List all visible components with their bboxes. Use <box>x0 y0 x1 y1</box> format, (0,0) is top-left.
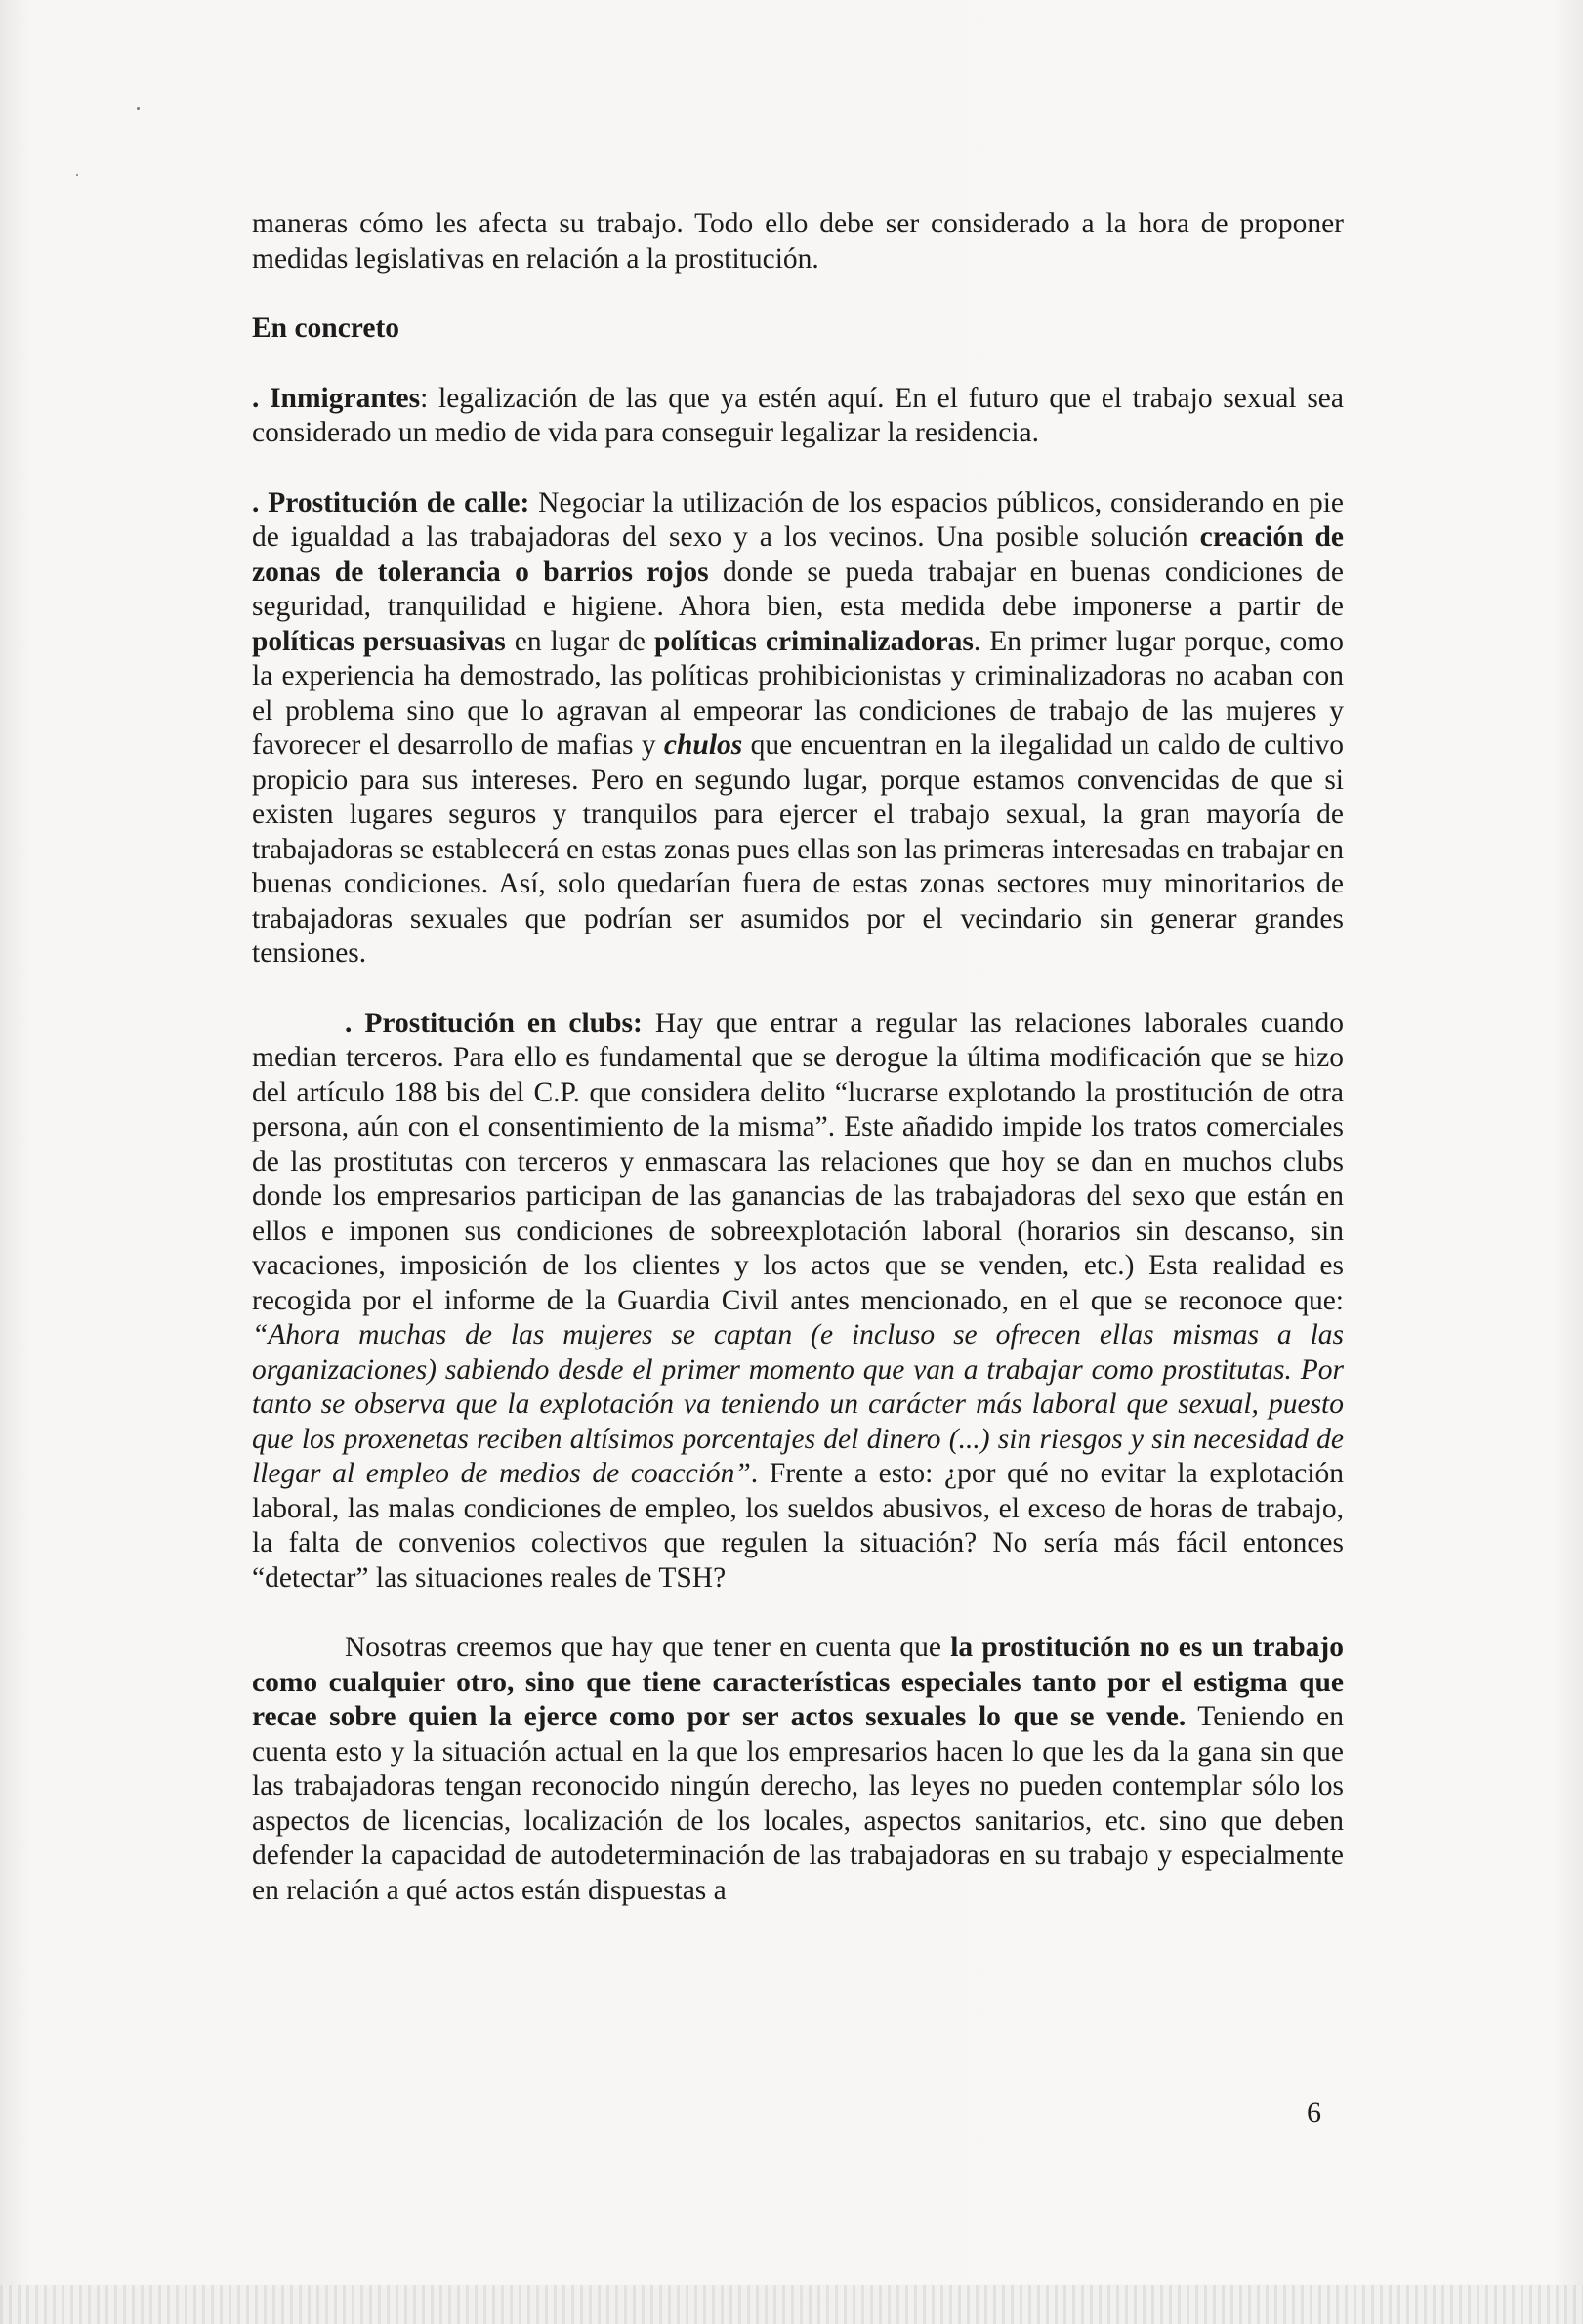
quote-guardia-civil: “Ahora muchas de las mujeres se captan (e incluso se ofrecen ellas mismas a las organizaciones) sabiendo desde el primer momento que van a trabajar como prostitutas. Por tanto se observa que la explotación va teniendo un carácter más laboral que sexual, puesto que los proxenetas reciben altísimos porcentajes del dinero (...) sin riesgos y sin necesidad de llegar al empleo de medios de coacción” <box>252 1319 1344 1489</box>
section-heading: En concreto <box>252 312 400 344</box>
text-clubs-2: . Frente a esto: ¿por qué no evitar la explotación laboral, las malas condiciones de empleo, los sueldos abusivos, el exceso de horas de trabajo, la falta de convenios colectivos que regulen la situación? No sería más fácil entonces “detectar” las situaciones reales de TSH? <box>252 1458 1344 1594</box>
text-inmigrantes: : legalización de las que ya estén aquí. En el futuro que el trabajo sexual sea considerado un medio de vida para conseguir legalizar la residencia. <box>252 382 1344 448</box>
label-calle: . Prostitución de calle: <box>252 486 530 519</box>
label-clubs: . Prostitución en clubs: <box>345 1007 643 1039</box>
scan-speck <box>137 107 140 110</box>
text-final-1: Nosotras creemos que hay que tener en cuenta que <box>345 1632 951 1663</box>
scan-edge <box>0 2285 1583 2324</box>
scan-speck <box>76 174 78 176</box>
text-calle-4: . En primer lugar porque, como la experiencia ha demostrado, las políticas prohibicionistas y criminalizadoras no acaban con el problema sino que lo agravan al empeorar las condiciones de trabajo de las mujeres y favorecer el desarrollo de mafias y <box>252 625 1344 761</box>
page-number: 6 <box>1307 2096 1321 2129</box>
paragraph-calle <box>252 486 1344 972</box>
paragraph-clubs <box>252 1007 1344 1597</box>
text-calle-2: donde se pueda trabajar en buenas condiciones de seguridad, tranquilidad e higiene. Ahora bien, esta medida debe imponerse a partir de <box>252 556 1344 622</box>
paragraph-final <box>252 1631 1344 1908</box>
text-calle-1: Negociar la utilización de los espacios públicos, considerando en pie de igualdad a las trabajadoras del sexo y a los vecinos. Una posible solución <box>252 486 1344 553</box>
bold-final: la prostitución no es un trabajo como cualquier otro, sino que tiene características especiales tanto por el estigma que recae sobre quien la ejerce como por ser actos sexuales lo que se vende. <box>252 1632 1345 1732</box>
label-inmigrantes: . Inmigrantes <box>252 382 421 414</box>
text-calle-5: que encuentran en la ilegalidad un caldo de cultivo propicio para sus intereses. Pero en segundo lugar, porque estamos convencidas de que si existen lugares seguros y tranquilos para ejercer el trabajo sexual, la gran mayoría de trabajadoras se establecerá en estas zonas pues ellas son las primeras interesadas en trabajar en buenas condiciones. Así, solo quedarían fuera de estas zonas sectores muy minoritarios de trabajadoras sexuales que podrían ser asumidos por el vecindario sin generar grandes tensiones. <box>252 729 1344 969</box>
text-final-2: Teniendo en cuenta esto y la situación actual en la que los empresarios hacen lo que les da la gana sin que las trabajadoras tengan reconocido ningún derecho, las leyes no pueden contemplar sólo los aspectos de licencias, localización de los locales, aspectos sanitarios, etc. sino que deben defender la capacidad de autodeterminación de las trabajadoras en su trabajo y especialmente en relación a qué actos están dispuestas a <box>252 1701 1345 1906</box>
text-clubs-1: Hay que entrar a regular las relaciones laborales cuando median terceros. Para ello es fundamental que se derogue la última modificación que se hizo del artículo 188 bis del C.P. que considera delito “lucrarse explotando la prostitución de otra persona, aún con el consentimiento de la misma”. Este añadido impide los tratos comerciales de las prostitutas con terceros y enmascara las relaciones que hoy se dan en muchos clubs donde los empresarios participan de las ganancias de las trabajadoras del sexo que están en ellos e imponen sus condiciones de sobreexplotación laboral (horarios sin descanso, sin vacaciones, imposición de los clientes y los actos que se venden, etc.) Esta realidad es recogida por el informe de la Guardia Civil antes mencionado, en el que se reconoce que: <box>252 1007 1344 1316</box>
bold-calle-1: creación de zonas de tolerancia o barrios rojos <box>252 521 1344 588</box>
paragraph-inmigrantes <box>252 382 1344 451</box>
body-text <box>252 207 1344 1908</box>
bold-calle-3: políticas criminalizadoras <box>653 625 974 657</box>
paragraph-intro: maneras cómo les afecta su trabajo. Todo ello debe ser considerado a la hora de proponer medidas legislativas en relación a la prostitución. <box>252 208 1344 274</box>
bold-italic-chulos: chulos <box>663 729 743 761</box>
text-calle-3: en lugar de <box>505 625 654 657</box>
bold-calle-2: políticas persuasivas <box>252 625 506 657</box>
